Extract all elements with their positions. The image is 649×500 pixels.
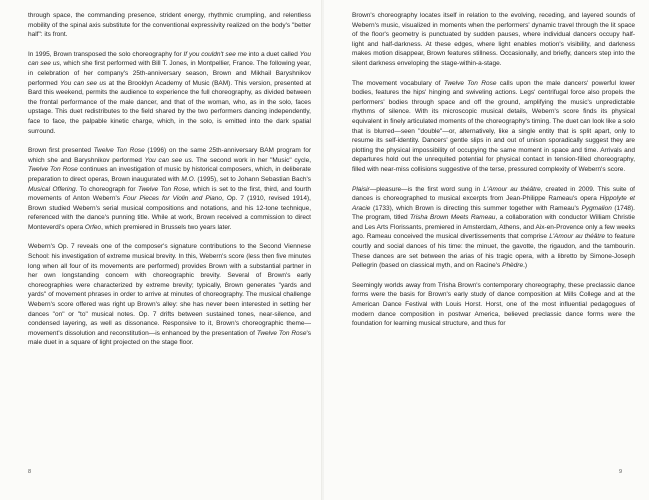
italic-title: Hippolyte et Aracie [352, 195, 635, 212]
text-run: .) [523, 262, 528, 270]
text-run: 's male duet in a square of light projected on the stage floor. [28, 329, 312, 347]
italic-title: If you couldn't see me [183, 50, 247, 58]
body-paragraph [28, 242, 311, 348]
body-paragraph [28, 11, 311, 40]
text-run: , a collaboration with conductor William Christie and Les Arts Florissants, premiered in Amsterdam, Athens, and Aix-en-Provence only a few weeks ago. Rameau conceived the musical divertissements that comprise [352, 214, 635, 241]
text-run: through space, the commanding presence, strident energy, rhythmic crumpling, and relentless mobility of the spinal axis substitute for the conventional expressivity realized on the body's "better half": its front. [28, 12, 311, 39]
italic-title: Twelve Ton Rose [137, 185, 189, 193]
italic-title: You can see us [60, 79, 107, 87]
left-text-column [28, 11, 311, 358]
text-run: , which is set to the first, third, and fourth movements of Anton Webern's [28, 185, 311, 203]
text-run: , Op. 7 (1910, revised 1914), Brown studied Webern's serial musical compositions and notations, and his 12-tone technique, referenced with the dance's punning title. While at work, Brown received a commission to direct Monteverdi's opera [28, 195, 311, 231]
text-run: Seemingly worlds away from Trisha Brown's contemporary choreography, these preclassic dance forms were the basis for Brown's early study of dance composition at Mills College and at the American Dance Festival with Louis Horst. Horst, one of the most influential pedagogues of modern dance composition in postwar America, believed preclassic dance forms were the foundation for learning musical structure, and thus for [352, 281, 635, 328]
text-run: at the Brooklyn Academy of Music (BAM). This version, presented at Bard this weekend, permits the audience to experience the full choreography, as divided between the frontal performance of the male dancer, and that of the woman, who, as in the solo, faces upstage. This duet redistributes to the field shared by the two performers dancing independently, face to face, the palpable kinetic charge, which, in the solo, is emitted into the dark spatial surround. [28, 79, 312, 135]
italic-title: You can see us [28, 50, 311, 68]
text-run: In 1995, Brown transposed the solo choreography for [28, 50, 184, 58]
italic-title: Twelve Ton Rose [28, 166, 78, 174]
text-run: , which premiered in Brussels two years later. [101, 223, 232, 231]
text-run: Brown's choreography locates itself in relation to the evolving, receding, and layered sounds of Webern's music, visualized in moments when the performers' dynamic travel through the lit space of the floor's geometry is punctuated by sudden pauses, where individual dancers occupy half-light and half-darkness. At these edges, where light enables motion's visibility, and darkness makes motion disappear, Brown features stillness. Occasionally, and briefly, dancers step into the silent darkness enveloping the stage-within-a-stage. [352, 12, 635, 67]
italic-title: Four Pieces for Violin and Piano [123, 195, 222, 203]
text-run: , which she first performed with Bill T. Jones, in Montpellier, France. The following year, in celebration of her company's 25th-anniversary season, Brown and Mikhail Baryshnikov performed [28, 60, 312, 87]
text-run: (1733), which Brown is directing this summer together with Rameau's [370, 204, 582, 212]
body-paragraph [28, 50, 311, 136]
italic-title: M.O. [181, 175, 196, 183]
right-text-column [352, 11, 635, 339]
italic-title: Twelve Ton Rose [443, 79, 497, 87]
page-number: 9 [619, 469, 623, 475]
text-run: into a duet called [246, 50, 300, 58]
text-run: , created in 2009. This suite of dances is choreographed to musical excerpts from Jean-Philippe Rameau's opera [352, 185, 635, 203]
text-run: The movement vocabulary of [352, 79, 444, 87]
italic-title: Trisha Brown Meets Rameau [410, 214, 496, 222]
italic-title: You can see us [144, 156, 192, 164]
italic-title: Plaisir [352, 185, 370, 193]
page-number: 8 [28, 469, 32, 475]
text-run: . To choreograph for [75, 185, 138, 193]
body-paragraph [352, 185, 635, 271]
body-paragraph [352, 79, 635, 175]
text-run: (1995), set to Johann Sebastian Bach's [195, 175, 311, 183]
text-run: Webern's Op. 7 reveals one of the composer's signature contributions to the Second Viennese School: his investigation of extreme musical brevity. In this, Webern's score (less then five minutes long when all four of its movements are performed) provides Brown with a substantial partner in her own longstanding concern with choreographic brevity. Several of Brown's early choreographies were characterized by extreme brevity; typically, Brown generates "yards and yards" of movement phrases in order to arrive at minutes of choreography. The musical challenge Webern's score offered was right up Brown's alley: she has never been interested in setting her dances "on" or "to" musical notes. Op. 7 drifts between sustained tones, near-silence, and condensed layering, as well as dissonance. Responsive to it, Brown's choreographic theme—movement's dissolution and reconstitution—is enhanced by the presentation of [28, 243, 311, 337]
italic-title: Twelve Ton Rose [256, 329, 307, 337]
italic-title: L'Amour au théâtre [483, 185, 541, 193]
italic-title: Musical Offering [28, 185, 76, 193]
italic-title: Phèdre [502, 262, 524, 270]
italic-title: Pygmalion [581, 204, 612, 212]
text-run: to feature courtly and social dances of his time: the minuet, the gavotte, the rigaudon, and the tambourin. These dances are set between the arias of his tragic opera, with a libretto by Simone-Joseph Pellegrin (based on classical myth, and on Racine's [352, 233, 635, 270]
body-paragraph [352, 281, 635, 329]
italic-title: Orfeo [84, 223, 102, 231]
text-run: (1996) on the same 25th-anniversary BAM program for which she and Baryshnikov performed [28, 147, 311, 164]
body-paragraph [352, 11, 635, 69]
text-run: —pleasure—is the first word sung in [369, 185, 484, 193]
italic-title: L'Amour au théâtre [549, 233, 605, 241]
text-run: continues an investigation of music by historical composers, which, in deliberate preparation to direct operas, Brown inaugurated with [28, 166, 311, 183]
left-page [0, 0, 324, 500]
text-run: Brown first presented [28, 147, 94, 155]
body-paragraph [28, 146, 311, 232]
text-run: calls upon the male dancers' powerful lower bodies, features the hips' hinging and swiveling actions. Legs' centrifugal force also propels the performers' bodies through space and off the ground, amplifying the music's unpredictable rhythms of silence. With its microscopic musical details, Webern's score finds its physical equivalent in finely articulated moments of the choreography's timing. The duet can look like a solo that is blurred—seen "double"—or, alternatively, like a single entity that is split apart, only to resume its self-identity. Dancers' gentle slips in and out of unison sporadically suggest they are plotting the physical impossibility of occupying the same moment in space and time. Arrivals and departures hold out the unrequited potential for physical contact in tension-filled choreography, filled with near-miss collisions suggestive of the terse, pressured complexity of Webern's score. [352, 79, 636, 173]
right-page [324, 0, 649, 500]
italic-title: Twelve Ton Rose [93, 147, 145, 155]
text-run: (1748). The program, titled [352, 204, 635, 222]
text-run: . The second work in her "Music" cycle, [191, 156, 311, 164]
